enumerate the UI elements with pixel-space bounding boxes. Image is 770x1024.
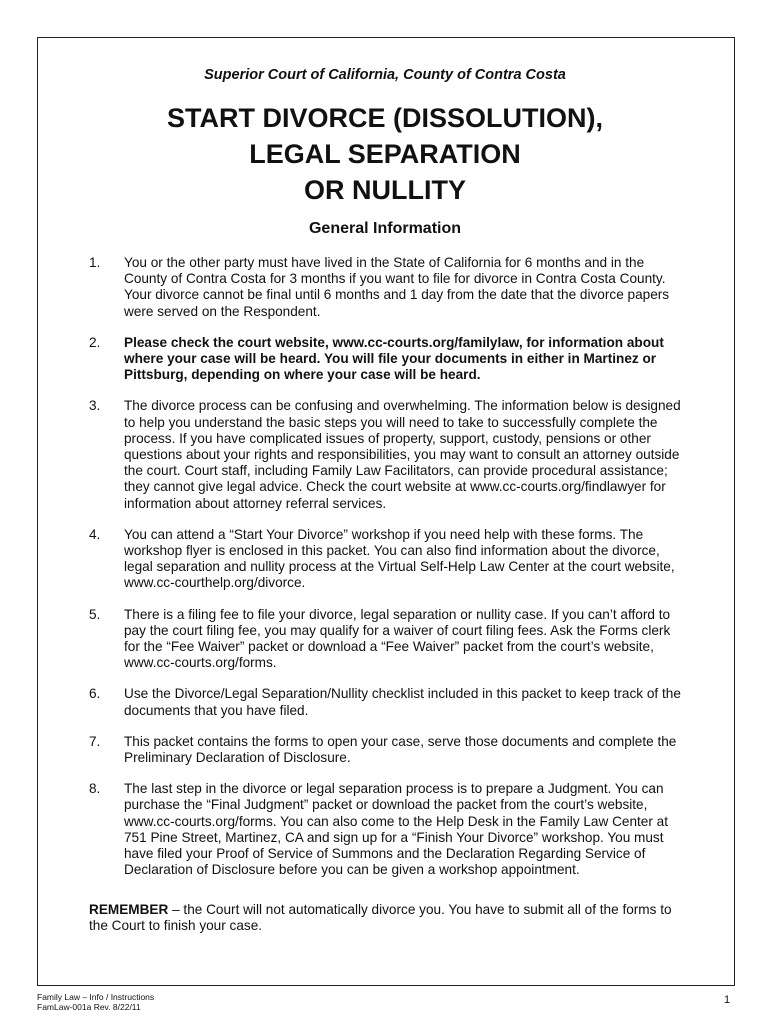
item-text: You can attend a “Start Your Divorce” workshop if you need help with these forms. The workshop flyer is enclosed in this packet. You can also find information about the divorce, legal separation and nullity process at the Virtual Self-Help Law Center at the court website, www.cc-courthelp.org/divorce. bbox=[124, 526, 675, 591]
item-number: 4. bbox=[89, 526, 101, 542]
list-item bbox=[89, 607, 689, 672]
item-number: 3. bbox=[89, 398, 101, 414]
item-text: You or the other party must have lived in the State of California for 6 months and in the County of Contra Costa for 3 months if you want to file for divorce in Contra Costa County. Your divorce cannot be final until 6 months and 1 day from the date that the divorce papers were served on the Respondent. bbox=[124, 255, 670, 319]
item-text: There is a filing fee to file your divorce, legal separation or nullity case. If you can’t afford to pay the court filing fee, you may qualify for a waiver of court filing fees. Ask the Forms clerk for the “Fee Waiver” packet or download a “Fee Waiver” packet from the court’s website, www.cc-courts.org/forms. bbox=[124, 606, 671, 671]
remember-note bbox=[89, 902, 689, 934]
title-line-1: START DIVORCE (DISSOLUTION), bbox=[167, 103, 603, 133]
item-text: Use the Divorce/Legal Separation/Nullity checklist included in this packet to keep track of the documents that you have filed. bbox=[124, 686, 681, 718]
title-line-3: OR NULLITY bbox=[304, 175, 466, 205]
remember-text: – the Court will not automatically divorce you. You have to submit all of the forms to the Court to finish your case. bbox=[89, 902, 672, 934]
footer-line-1: Family Law – Info / Instructions bbox=[37, 992, 155, 1002]
item-number: 7. bbox=[89, 733, 101, 749]
list-item bbox=[89, 527, 689, 592]
item-number: 5. bbox=[89, 606, 101, 622]
item-number: 2. bbox=[89, 334, 101, 350]
item-text: Please check the court website, www.cc-courts.org/familylaw, for information about where your case will be heard. You will file your documents in either in Martinez or Pittsburg, depending on where your case will be heard. bbox=[124, 334, 664, 383]
title-line-2: LEGAL SEPARATION bbox=[249, 139, 521, 169]
item-text: This packet contains the forms to open your case, serve those documents and complete the Preliminary Declaration of Disclosure. bbox=[124, 733, 677, 766]
page-number: 1 bbox=[724, 994, 731, 1006]
list-item bbox=[89, 686, 689, 718]
list-item bbox=[89, 398, 689, 511]
item-number: 1. bbox=[89, 255, 101, 270]
footer-form-info bbox=[37, 992, 154, 1012]
court-name: Superior Court of California, County of Contra Costa bbox=[204, 67, 566, 83]
item-text: The divorce process can be confusing and overwhelming. The information below is designed to help you understand the basic steps you will need to take to successfully complete the process. If you have complicated issues of property, support, custody, pensions or other questions about your rights and responsibilities, you may want to consult an attorney outside the court. Court staff, including Family Law Facilitators, can provide procedural assistance; they cannot give legal advice. Check the court website at www.cc-courts.org/findlawyer for information about attorney referral services. bbox=[124, 398, 681, 511]
item-number: 6. bbox=[89, 686, 101, 702]
document-title bbox=[0, 100, 770, 208]
list-item bbox=[89, 781, 689, 878]
section-heading: General Information bbox=[308, 220, 462, 237]
list-item bbox=[89, 335, 689, 384]
footer-line-2: FamLaw-001a Rev. 8/22/11 bbox=[37, 1002, 141, 1012]
remember-label: REMEMBER bbox=[89, 902, 169, 917]
list-item bbox=[89, 734, 689, 766]
list-item bbox=[89, 255, 689, 320]
info-list bbox=[89, 255, 689, 894]
item-text: The last step in the divorce or legal separation process is to prepare a Judgment. You can purchase the “Final Judgment” packet or download the packet from the court’s website, www.cc-courts.org/forms. You can also come to the Help Desk in the Family Law Center at 751 Pine Street, Martinez, CA and sign up for a “Finish Your Divorce” workshop. You must have filed your Proof of Service of Summons and the Declaration Regarding Service of Declaration of Disclosure before you can be given a workshop appointment. bbox=[124, 781, 668, 878]
item-number: 8. bbox=[89, 781, 101, 797]
